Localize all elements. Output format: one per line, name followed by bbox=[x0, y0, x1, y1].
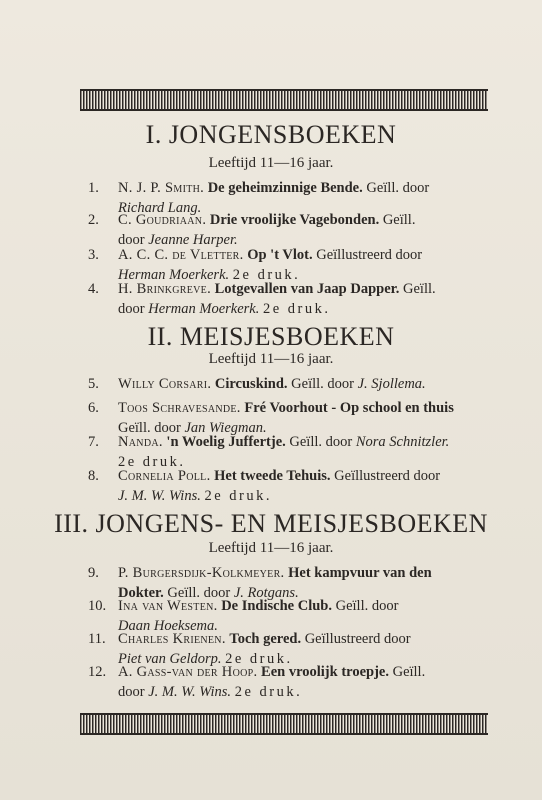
entry-title: De Indische Club. bbox=[221, 598, 332, 614]
entry-number: 7. bbox=[88, 434, 99, 450]
entry-illustrator: Jan Wiegman. bbox=[184, 420, 267, 436]
entry-illustration: Geïll. door bbox=[366, 180, 430, 196]
entry-number: 11. bbox=[88, 631, 106, 647]
entry-illustration: Geïll. bbox=[392, 664, 426, 680]
entry-edition: 2e druk. bbox=[204, 488, 272, 504]
entry-illustration: Geïll. door bbox=[118, 420, 181, 436]
entry-author: Nanda. bbox=[118, 434, 163, 450]
entry-author: Cornelia Poll. bbox=[118, 468, 211, 484]
entry-author: Toos Schravesande. bbox=[118, 400, 241, 416]
entry-by: door bbox=[118, 301, 145, 317]
entry-author: Willy Corsari. bbox=[118, 376, 212, 392]
entry-illustration: Geïll. bbox=[382, 212, 416, 228]
entry-illustrator: Herman Moerkerk. bbox=[148, 301, 260, 317]
entry-number: 10. bbox=[88, 598, 107, 614]
entry-title: 'n Woelig Juffertje. bbox=[166, 434, 286, 450]
section-title-jongensboeken: I. JONGENSBOEKEN bbox=[145, 120, 397, 149]
entry-illustrator: Jeanne Harper. bbox=[148, 232, 238, 248]
entry-author: N. J. P. Smith. bbox=[118, 180, 205, 196]
entry-illustration: Geïll. bbox=[403, 281, 436, 297]
entry-by: door bbox=[118, 232, 145, 248]
entry-illustrator: Nora Schnitzler. bbox=[355, 434, 450, 450]
entry-title: Fré Voorhout - Op school en thuis bbox=[244, 400, 454, 416]
section-age-range: Leeftijd 11—16 jaar. bbox=[208, 155, 334, 171]
entry-edition: 2e druk. bbox=[118, 454, 186, 470]
entry-illustrator: Richard Lang. bbox=[118, 200, 202, 216]
entry-illustrator: Herman Moerkerk. bbox=[118, 267, 230, 283]
entry-number: 3. bbox=[88, 247, 99, 263]
entry-title: Circuskind. bbox=[214, 376, 288, 392]
entry-author: C. Goudriaan. bbox=[118, 212, 207, 228]
decorative-rule-top bbox=[80, 89, 488, 111]
entry-by: door bbox=[118, 684, 145, 700]
entry-author: A. C. C. de Vletter. bbox=[118, 247, 244, 263]
entry-number: 8. bbox=[88, 468, 99, 484]
entry-title: Lotgevallen van Jaap Dapper. bbox=[214, 281, 400, 297]
entry-illustrator: J. Sjollema. bbox=[357, 376, 426, 392]
entry-illustration: Geïll. door bbox=[291, 376, 354, 392]
entry-title: Drie vroolijke Vagebonden. bbox=[209, 212, 380, 228]
entry-number: 9. bbox=[88, 565, 99, 581]
entry-number: 2. bbox=[88, 212, 99, 228]
section-age-range: Leeftijd 11—16 jaar. bbox=[208, 540, 334, 556]
entry-title: Een vroolijk troepje. bbox=[261, 664, 389, 680]
entry-title: Op 't Vlot. bbox=[247, 247, 313, 263]
entry-author: A. Gass-van der Hoop. bbox=[118, 664, 258, 680]
entry-number: 6. bbox=[88, 400, 99, 416]
entry-edition: 2e druk. bbox=[232, 267, 301, 283]
entry-author: P. Burgersdijk-Kolkmeyer. bbox=[118, 565, 285, 581]
entry-illustration: Geïllustreerd door bbox=[334, 468, 441, 484]
entry-author: Ina van Westen. bbox=[118, 598, 218, 614]
entry-edition: 2e druk. bbox=[262, 301, 331, 317]
entry-title: Het kampvuur van den bbox=[288, 565, 432, 581]
entry-illustrator: J. M. W. Wins. bbox=[148, 684, 232, 700]
entry-edition: 2e druk. bbox=[225, 651, 293, 667]
entry-title: De geheimzinnige Bende. bbox=[207, 180, 363, 196]
entry-number: 1. bbox=[88, 180, 99, 196]
entry-number: 12. bbox=[88, 664, 107, 680]
entry-title: Toch gered. bbox=[229, 631, 302, 647]
entry-number: 5. bbox=[88, 376, 99, 392]
entry-illustrator: Daan Hoeksema. bbox=[118, 618, 218, 634]
entry-illustrator: J. M. W. Wins. bbox=[118, 488, 201, 504]
entry-title-continued: Dokter. bbox=[118, 585, 164, 601]
section-age-range: Leeftijd 11—16 jaar. bbox=[208, 351, 334, 367]
entry-author: Charles Krienen. bbox=[118, 631, 226, 647]
entry-illustrator: J. Rotgans. bbox=[233, 585, 299, 601]
entry-author: H. Brinkgreve. bbox=[118, 281, 211, 297]
decorative-rule-bottom bbox=[80, 713, 488, 735]
section-title-meisjesboeken: II. MEISJESBOEKEN bbox=[147, 322, 395, 351]
entry-number: 4. bbox=[88, 281, 99, 297]
entry-illustration: Geïllustreerd door bbox=[304, 631, 411, 647]
entry-illustrator: Piet van Geldorp. bbox=[118, 651, 222, 667]
entry-title: Het tweede Tehuis. bbox=[214, 468, 331, 484]
section-title-jongens-en-meisjesboeken: III. JONGENS- EN MEISJESBOEKEN bbox=[54, 509, 488, 538]
entry-illustration: Geïll. door bbox=[289, 434, 353, 450]
entry-illustration: Geïll. door bbox=[167, 585, 231, 601]
entry-illustration: Geïll. door bbox=[335, 598, 399, 614]
entry-edition: 2e druk. bbox=[234, 684, 303, 700]
entry-illustration: Geïllustreerd door bbox=[316, 247, 423, 263]
